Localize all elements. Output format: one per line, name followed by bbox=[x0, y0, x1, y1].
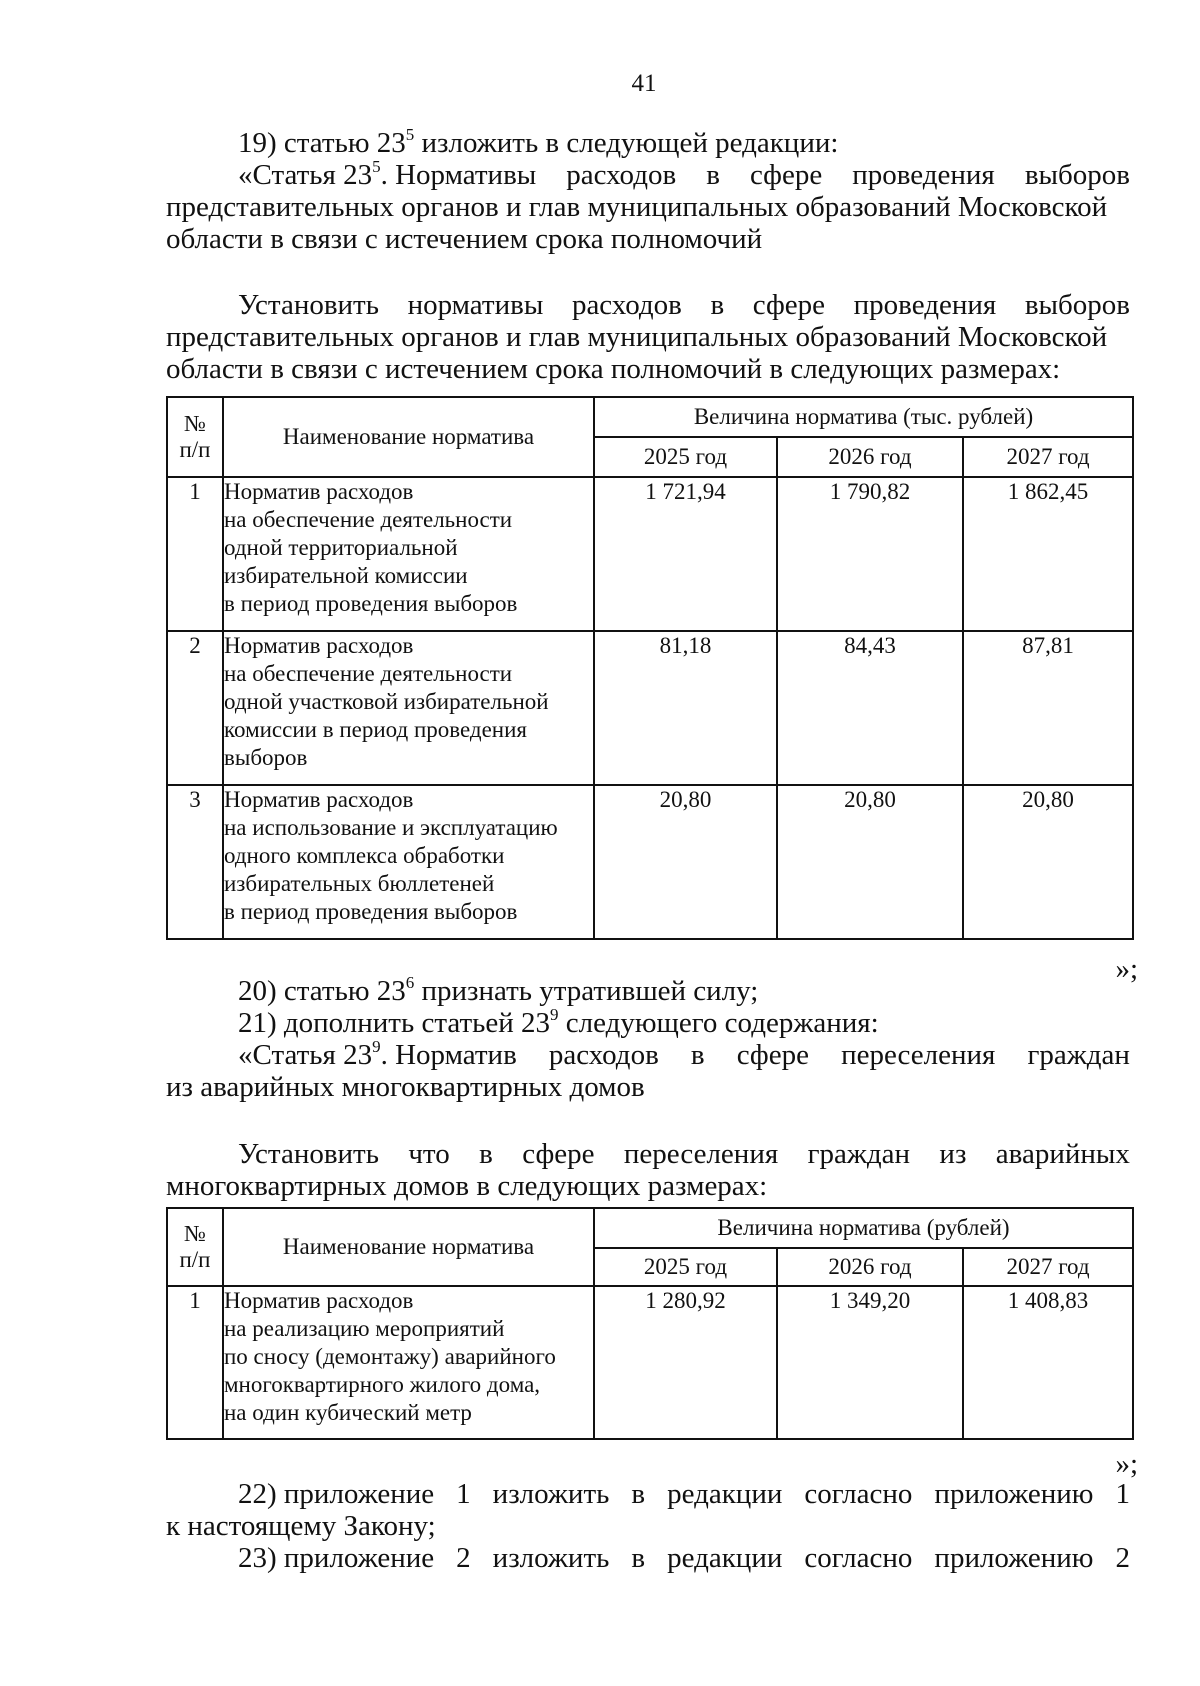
table-row bbox=[167, 785, 1133, 939]
value-2027: 1 862,45 bbox=[963, 477, 1133, 631]
closing-quote-1: »; bbox=[1115, 953, 1138, 985]
col-header-2027: 2027 год bbox=[963, 437, 1133, 477]
row-number: 1 bbox=[167, 477, 223, 631]
items-20-21-block bbox=[166, 975, 1130, 1103]
article-23-5-title-line2: представительных органов и глав муниципальных образований Московской bbox=[166, 191, 1108, 223]
col-header-2025: 2025 год bbox=[594, 437, 777, 477]
item-23: 23) приложение 2 изложить в редакции согласно приложению 2 bbox=[238, 1542, 1130, 1574]
col-header-number: № п/п bbox=[167, 397, 223, 477]
value-2026: 84,43 bbox=[777, 631, 963, 785]
norms-table-elections bbox=[166, 396, 1134, 940]
col-header-2026: 2026 год bbox=[777, 1248, 963, 1286]
col-header-2025: 2025 год bbox=[594, 1248, 777, 1286]
col-header-value-group: Величина норматива (рублей) bbox=[594, 1208, 1133, 1248]
item-22-line2: к настоящему Закону; bbox=[166, 1510, 436, 1542]
value-2027: 87,81 bbox=[963, 631, 1133, 785]
col-header-name: Наименование норматива bbox=[223, 1208, 594, 1286]
col-header-name: Наименование норматива bbox=[223, 397, 594, 477]
value-2025: 20,80 bbox=[594, 785, 777, 939]
value-2025: 1 721,94 bbox=[594, 477, 777, 631]
article-23-9-title-line2: из аварийных многоквартирных домов bbox=[166, 1071, 645, 1103]
row-name: Норматив расходов на обеспечение деятельности одной территориальной избирательной комиссии в период проведения выборов bbox=[223, 477, 594, 631]
row-name: Норматив расходов на обеспечение деятельности одной участковой избирательной комиссии в период проведения выборов bbox=[223, 631, 594, 785]
col-header-2026: 2026 год bbox=[777, 437, 963, 477]
item-19-block bbox=[166, 127, 1130, 255]
row-number: 3 bbox=[167, 785, 223, 939]
table-row bbox=[167, 477, 1133, 631]
item-22: 22) приложение 1 изложить в редакции согласно приложению 1 bbox=[238, 1478, 1130, 1510]
norms-table-resettlement bbox=[166, 1207, 1134, 1440]
row-number: 1 bbox=[167, 1286, 223, 1439]
row-name: Норматив расходов на реализацию мероприятий по сносу (демонтажу) аварийного многоквартирного жилого дома, на один кубический метр bbox=[223, 1286, 594, 1439]
value-2025: 1 280,92 bbox=[594, 1286, 777, 1439]
value-2026: 20,80 bbox=[777, 785, 963, 939]
value-2026: 1 349,20 bbox=[777, 1286, 963, 1439]
item-19-intro: Установить нормативы расходов в сфере проведения выборов представительных органов и глав муниципальных образований Московской области в связи с истечением срока полномочий в следующих размерах: bbox=[166, 289, 1130, 385]
page-number: 41 bbox=[631, 70, 657, 97]
row-number: 2 bbox=[167, 631, 223, 785]
article-23-5-title-line1: «Статья $23^5$. Нормативы расходов в сфере проведения выборов bbox=[238, 157, 1130, 191]
value-2027: 20,80 bbox=[963, 785, 1133, 939]
table-row bbox=[167, 1286, 1133, 1439]
value-2027: 1 408,83 bbox=[963, 1286, 1133, 1439]
item-20: 20) статью $23^6$ признать утратившей силу; bbox=[238, 973, 759, 1007]
item-21-intro: Установить что в сфере переселения граждан из аварийных многоквартирных домов в следующих размерах: bbox=[166, 1138, 1130, 1202]
col-header-value-group: Величина норматива (тыс. рублей) bbox=[594, 397, 1133, 437]
item-19-heading: 19) статью $23^5$ изложить в следующей редакции: bbox=[238, 125, 839, 159]
article-23-9-title-line1: «Статья $23^9$. Норматив расходов в сфере переселения граждан bbox=[238, 1037, 1130, 1071]
row-name: Норматив расходов на использование и эксплуатацию одного комплекса обработки избирательных бюллетеней в период проведения выборов bbox=[223, 785, 594, 939]
value-2025: 81,18 bbox=[594, 631, 777, 785]
table-row bbox=[167, 631, 1133, 785]
col-header-2027: 2027 год bbox=[963, 1248, 1133, 1286]
closing-quote-2: »; bbox=[1115, 1448, 1138, 1480]
item-21-heading: 21) дополнить статьей $23^9$ следующего содержания: bbox=[238, 1005, 879, 1039]
value-2026: 1 790,82 bbox=[777, 477, 963, 631]
article-23-5-title-line3: области в связи с истечением срока полномочий bbox=[166, 223, 763, 255]
items-22-23-block bbox=[166, 1478, 1130, 1574]
col-header-number: № п/п bbox=[167, 1208, 223, 1286]
